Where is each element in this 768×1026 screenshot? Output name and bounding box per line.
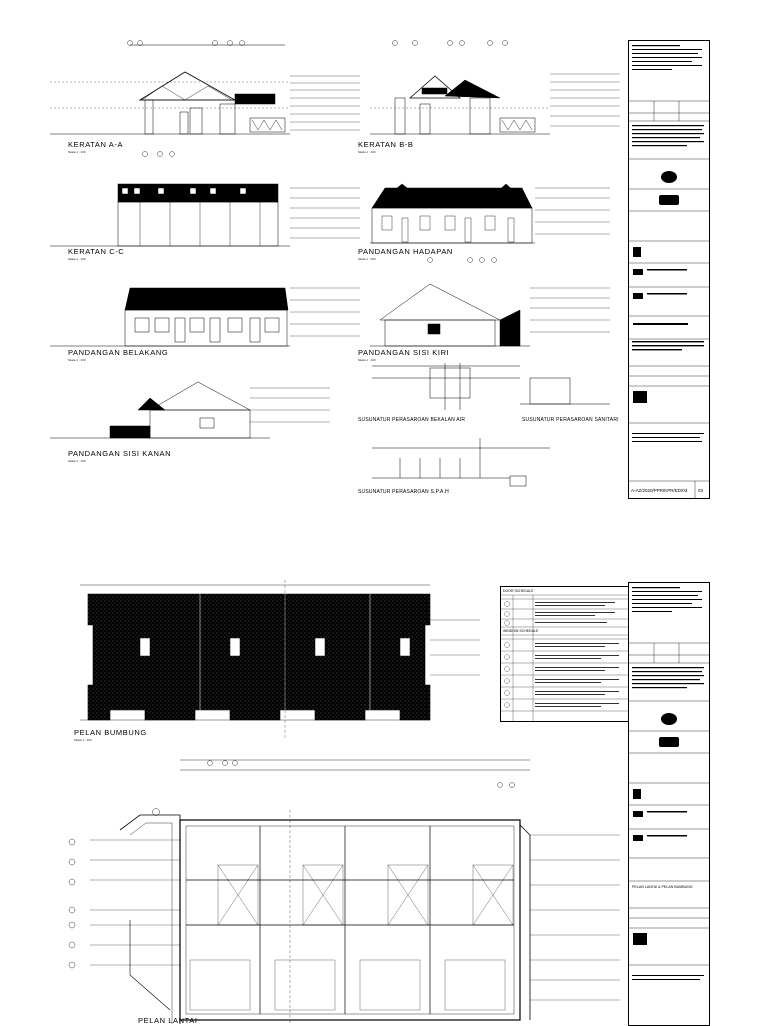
scale-note: Skala 1 : 100: [68, 358, 86, 362]
scale-note: Skala 1 : 100: [358, 358, 376, 362]
scale-note: Skala 1 : 100: [68, 459, 86, 463]
window-schedule-title: WINDOW SCHEDULE: [503, 629, 539, 633]
label-section-aa: KERATAN A-A: [68, 140, 124, 149]
scale-note: Skala 1 : 100: [358, 150, 376, 154]
label-ground-floor-plan: PELAN LANTAI: [138, 1016, 198, 1025]
title-block: [628, 40, 710, 499]
label-front-elevation: PANDANGAN HADAPAN: [358, 247, 453, 256]
scale-note: Skala 1 : 100: [74, 738, 92, 742]
label-rear-elevation: PANDANGAN BELAKANG: [68, 348, 169, 357]
scale-note: Skala 1 : 100: [358, 257, 376, 261]
drawing-sheet-plans: [60, 580, 710, 1024]
label-roof-plan: PELAN BUMBUNG: [74, 728, 147, 737]
sheet-number: 03: [698, 488, 704, 493]
label-sanitary: SUSUNATUR PERASAROAN SANITARI: [522, 417, 619, 423]
door-schedule-title: DOOR SCHEDULE: [503, 589, 534, 593]
label-spah: SUSUNATUR PERASAROAN S.P.A.H: [358, 489, 449, 495]
title-block-lines: [629, 583, 709, 1025]
scale-note: Skala 1 : 100: [68, 150, 86, 154]
door-window-schedule: [500, 586, 630, 722]
label-left-elevation: PANDANGAN SISI KIRI: [358, 348, 450, 357]
sheet-title: PELAN LANTAI & PELAN BUMBUNG: [632, 885, 693, 889]
label-section-bb: KERATAN B-B: [358, 140, 414, 149]
title-block-lines: [629, 41, 709, 498]
label-section-cc: KERATAN C-C: [68, 247, 125, 256]
label-water-supply: SUSUNATUR PERASAROAN BEKALAN AIR: [358, 417, 466, 423]
drawing-number: A-AZ/2020/PPR/KPR/ED/03: [631, 488, 688, 493]
scale-note: Skala 1 : 100: [68, 257, 86, 261]
drawing-sheet-elevations: [50, 38, 710, 500]
title-block: [628, 582, 710, 1026]
elevations-linework: [50, 38, 710, 500]
schedule-grid: [501, 587, 629, 721]
label-right-elevation: PANDANGAN SISI KANAN: [68, 449, 172, 458]
